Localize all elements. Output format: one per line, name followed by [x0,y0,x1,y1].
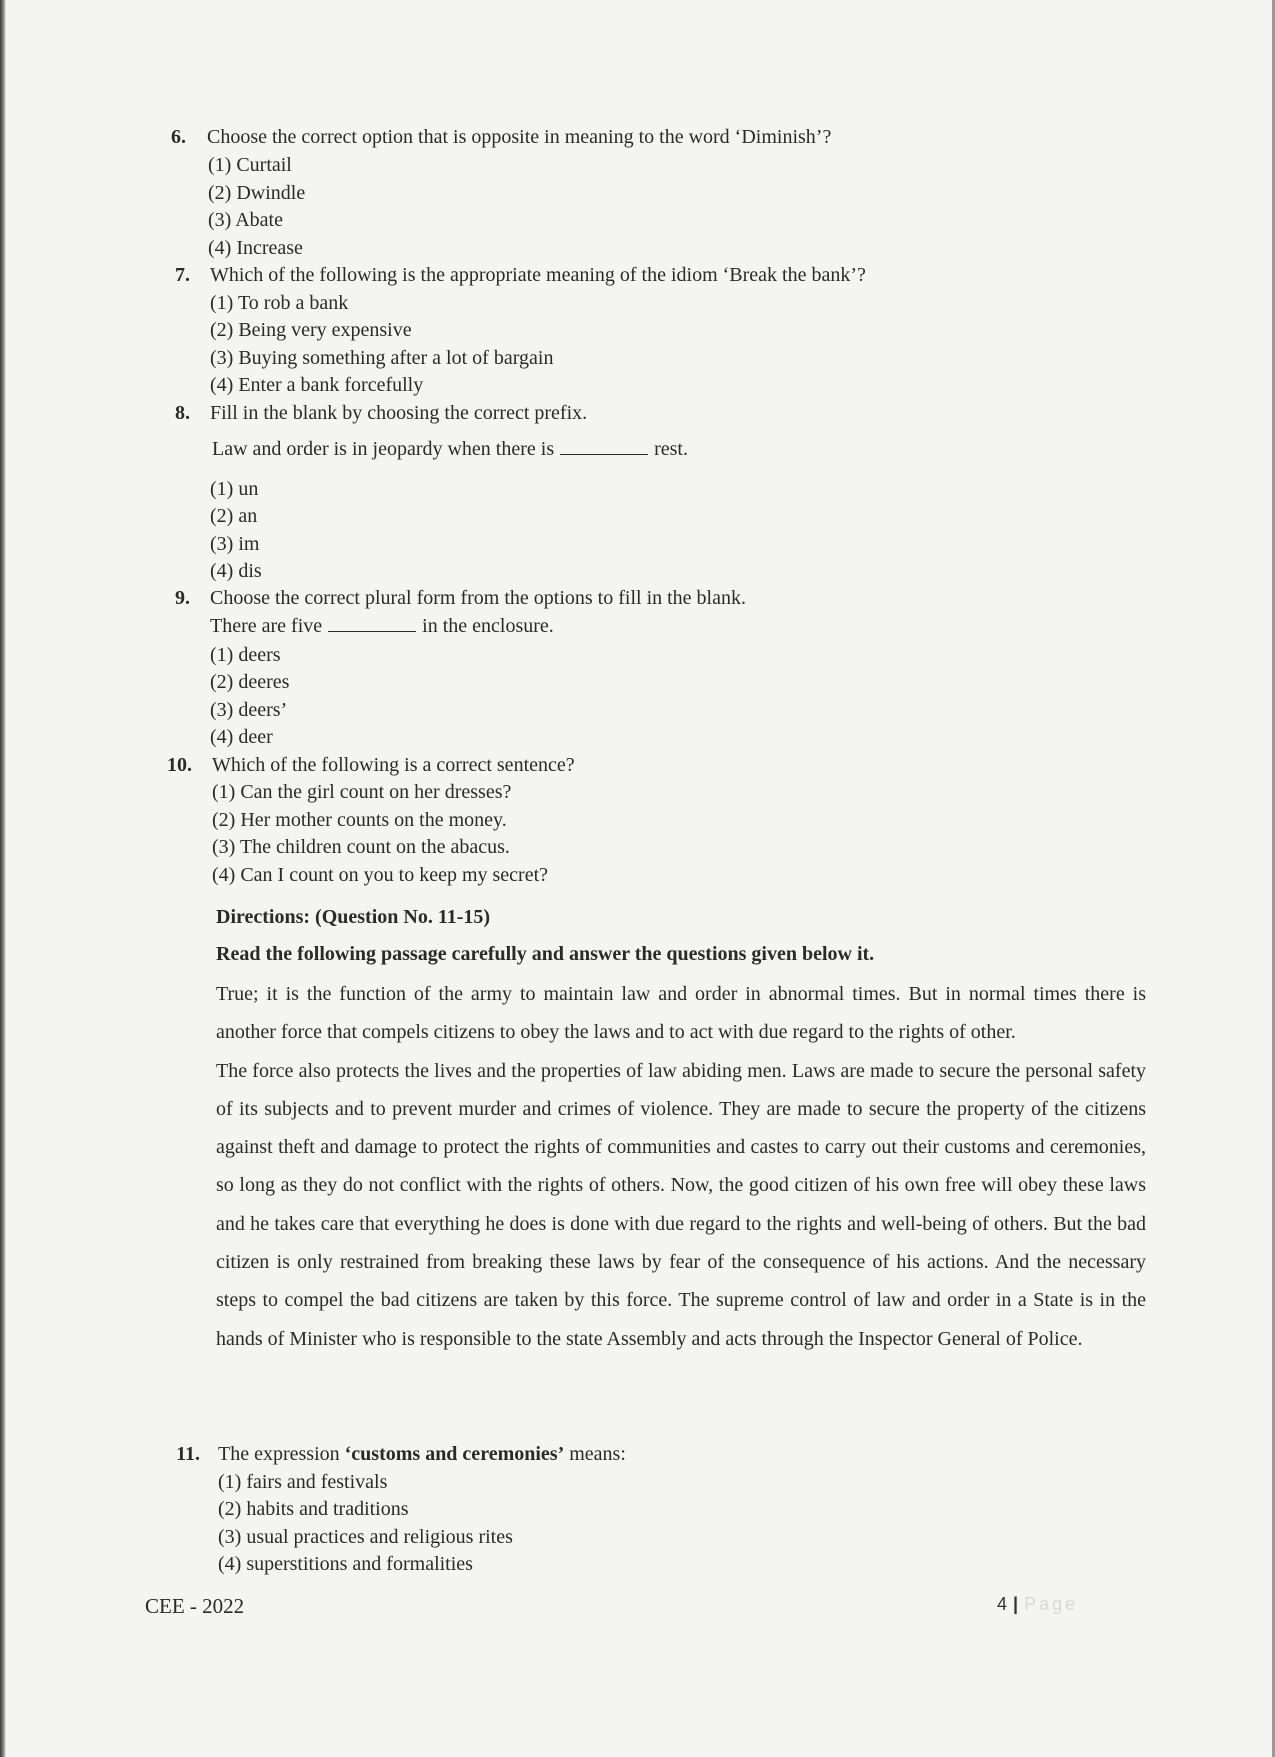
question-number: 9. [175,587,190,609]
sentence-before: There are five [210,615,323,637]
page-separator: | [1013,1594,1019,1614]
option: (1) Curtail [208,154,292,176]
option: (3) Abate [208,209,283,231]
option: (2) Being very expensive [210,319,412,341]
option: (4) Enter a bank forcefully [210,374,424,396]
option: (1) un [210,478,259,500]
question-number: 10. [167,754,192,776]
option: (4) Can I count on you to keep my secret? [212,864,549,886]
question-text: Fill in the blank by choosing the correct prefix. [210,402,588,424]
question-text: Which of the following is the appropriate meaning of the idiom ‘Break the bank’? [210,264,866,286]
passage-paragraph-1: True; it is the function of the army to maintain law and order in abnormal times. But in normal times there is another force that compels citizens to obey the laws and to act with due regard to the rights of other. [216,983,1146,1044]
option: (1) fairs and festivals [218,1471,388,1493]
sentence-after: in the enclosure. [422,615,554,637]
option: (3) usual practices and religious rites [218,1526,513,1548]
question-text: Which of the following is a correct sentence? [212,754,575,776]
option: (4) superstitions and formalities [218,1553,473,1575]
page-footer [997,1594,1078,1615]
option: (3) The children count on the abacus. [212,836,510,858]
question-number: 6. [171,126,186,148]
answer-blank [328,613,416,632]
passage-paragraph-2: The force also protects the lives and the properties of law abiding men. Laws are made to secure the personal safety of its subjects and to prevent murder and crimes of violence. They are made to secure the property of the citizens against theft and damage to protect the rights of communities and castes to carry out their customs and ceremonies, so long as they do not conflict with the rights of others. Now, the good citizen of his own free will obey these laws and he takes care that everything he does is done with due regard to the rights and well-being of others. But the bad citizen is only restrained from breaking these laws by fear of the consequence of his actions. And the necessary steps to compel the bad citizens are taken by this force. The supreme control of law and order in a State is in the hands of Minister who is responsible to the state Assembly and acts through the Inspector General of Police. [216,1059,1146,1350]
page-number: 4 [997,1594,1008,1614]
directions-heading: Directions: (Question No. 11-15) [216,906,491,928]
question-number: 8. [175,402,190,424]
sentence-after: rest. [654,438,688,460]
sentence-before: Law and order is in jeopardy when there is [212,438,555,460]
option: (2) habits and traditions [218,1498,409,1520]
question-text-after: means: [569,1443,626,1465]
question-number: 7. [175,264,190,286]
option: (3) deers’ [210,699,288,721]
directions-instruction: Read the following passage carefully and answer the questions given below it. [216,943,875,965]
fill-in-sentence [210,613,554,641]
question-text: Choose the correct plural form from the options to fill in the blank. [210,587,746,609]
question-text: Choose the correct option that is opposite in meaning to the word ‘Diminish’? [207,126,832,148]
option: (2) an [210,505,258,527]
option: (4) Increase [208,237,303,259]
option: (1) deers [210,644,281,666]
option: (1) Can the girl count on her dresses? [212,781,512,803]
fill-in-sentence [212,436,688,464]
option: (2) Dwindle [208,182,306,204]
exam-code: CEE - 2022 [145,1594,245,1618]
answer-blank [560,436,648,455]
question-text-emphasis: ‘customs and ceremonies’ [344,1443,565,1465]
option: (3) Buying something after a lot of bargain [210,347,554,369]
question-number: 11. [176,1443,200,1465]
page-word: Page [1024,1594,1079,1614]
option: (2) Her mother counts on the money. [212,809,507,831]
option: (4) deer [210,726,273,748]
option: (4) dis [210,560,262,582]
reading-passage [216,975,1146,1358]
option: (1) To rob a bank [210,292,349,314]
option: (3) im [210,533,260,555]
option: (2) deeres [210,671,290,693]
question-text-before: The expression [218,1443,340,1465]
question-text [218,1441,626,1469]
